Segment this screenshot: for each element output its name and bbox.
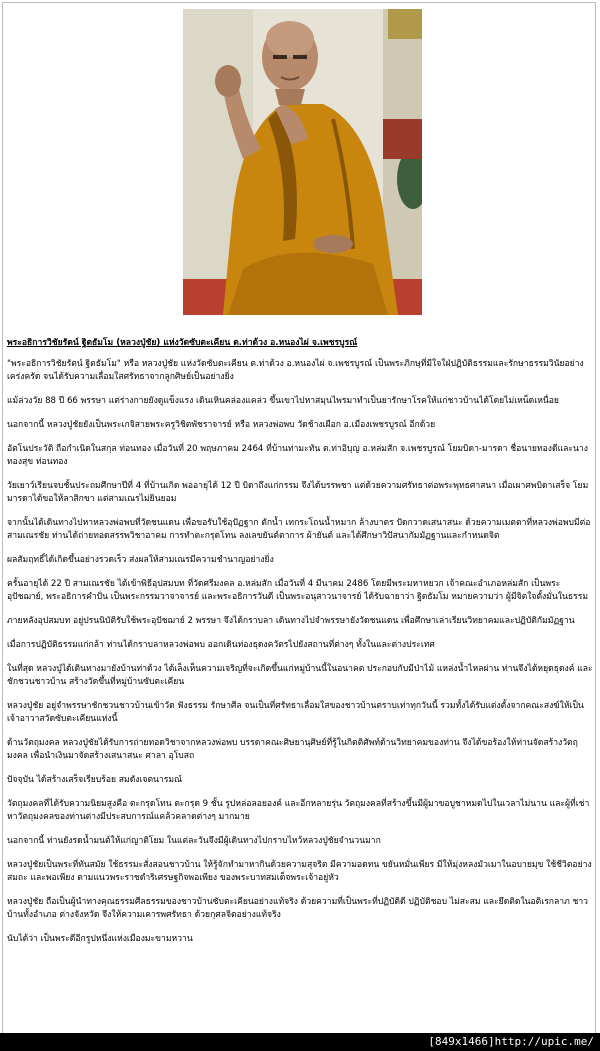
paragraph-7: ผลสัมฤทธิ์ได้เกิดขึ้นอย่างรวดเร็ว ส่งผลให้สามเณรมีความชำนาญอย่างยิ่ง	[7, 555, 274, 565]
photo-resting-hand	[313, 235, 353, 253]
photo-raised-hand	[215, 65, 241, 97]
paragraph-9: ภายหลังอุปสมบท อยู่ปรนนิบัติรับใช้พระอุปัชฌาย์ 2 พรรษา จึงได้กราบลา เดินทางไปจำพรรษายังวัดชนแดน เพื่อศึกษาเล่าเรียนวิทยาคมและปฏิบัติกัมมัฏฐาน	[7, 616, 575, 626]
photo-red-cushion	[383, 119, 422, 159]
image-host-footer	[0, 1033, 600, 1051]
paragraph-13: ด้านวัตถุมงคล หลวงปู่ชัยได้รับการถ่ายทอดวิชาจากหลวงพ่อพบ บรรดาคณะศิษยานุศิษย์ที่รู้ในกิตติศัพท์ด้านวิทยาคมของท่าน จึงได้ขอร้องให้ท่านจัดสร้างวัตถุมงคล เพื่อนำเงินมาจัดสร้างเสนาสนะ ศาลา อุโบสถ	[7, 738, 578, 761]
paragraph-4: อัตโนประวัติ ถือกำเนิดในสกุล ท่อนทอง เมื่อวันที่ 20 พฤษภาคม 2464 ที่บ้านท่ามะทัน ต.ท่าอิบุญ อ.หล่มสัก จ.เพชรบูรณ์ โยมบิดา-มารดา ชื่อนายทองดีและนางทองสุข ท่อนทอง	[7, 444, 588, 467]
paragraph-1: "พระอธิการวิชัยรัตน์ ฐิตธัมโม" หรือ หลวงปู่ชัย แห่งวัดซับตะเคียน ต.ท่าด้วง อ.หนองไผ่ จ.เพชรบูรณ์ เป็นพระภิกษุที่มีใจใฝ่ปฏิบัติธรรมและรักษาธรรมวินัยอย่างเคร่งครัด จนได้รับความเลื่อมใสศรัทธาจากลูกศิษย์เป็นอย่างยิ่ง	[7, 359, 584, 382]
paragraph-8: ครั้นอายุได้ 22 ปี สามเณรชัย ได้เข้าพิธีอุปสมบท ที่วัดศรีมงคล อ.หล่มสัก เมื่อวันที่ 4 มีนาคม 2486 โดยมีพระมหาหยวก เจ้าคณะอำเภอหล่มสัก เป็นพระอุปัชฌาย์, พระอธิการคำปั่น เป็นพระกรรมวาจาจารย์ และพระอธิการวันดี เป็นพระอนุสาวนาจารย์ ได้รับฉายาว่า ฐิตธัมโม หมายความว่า ผู้มีจิตใจตั้งมั่นในธรรม	[7, 579, 588, 602]
photo-forehead	[266, 21, 314, 57]
paragraph-10: เมื่อการปฏิบัติธรรมแก่กล้า ท่านได้กราบลาหลวงพ่อพบ ออกเดินท่องธุดงควัตรไปยังสถานที่ต่างๆ ทั้งในและต่างประเทศ	[7, 640, 435, 650]
article-title: พระอธิการวิชัยรัตน์ ฐิตธัมโม (หลวงปู่ชัย) แห่งวัดซับตะเคียน ต.ท่าด้วง อ.หนองไผ่ จ.เพชรบูรณ์	[7, 338, 358, 348]
photo-neck	[275, 89, 305, 105]
article-page	[2, 2, 596, 1047]
paragraph-18: หลวงปู่ชัย ถือเป็นผู้นำทางคุณธรรมศีลธรรมของชาวบ้านซับตะเคียนอย่างแท้จริง ด้วยความที่เป็นพระที่ปฏิบัติดี ปฏิบัติชอบ ไม่สะสม และยึดติดในอติเรกลาภ ชาวบ้านทั้งอำเภอ ต่างจังหวัด จึงให้ความเคารพศรัทธา ด้วยกุศลจิตอย่างแท้จริง	[7, 897, 588, 920]
paragraph-11: ในที่สุด หลวงปู่ได้เดินทางมายังบ้านท่าด้วง ได้เล็งเห็นความเจริญที่จะเกิดขึ้นแก่หมู่บ้านนี้ในอนาคต ประกอบกับมีป่าไม้ แหล่งน้ำไหลผ่าน ท่านจึงได้หยุดธุดงค์ และชักชวนชาวบ้าน สร้างวัดขึ้นที่หมู่บ้านซับตะเคียน	[7, 664, 593, 687]
photo-shrine-object	[388, 9, 422, 39]
paragraph-5: วัยเยาว์เรียนจบชั้นประถมศึกษาปีที่ 4 ที่บ้านเกิด พออายุได้ 12 ปี บิดาถึงแก่กรรม จึงได้บรรพชา แต่ด้วยความศรัทธาต่อพระพุทธศาสนา เมื่อเผาศพบิดาเสร็จ โยมมารดาได้ขอให้ลาสิกขา แต่สามเณรไม่ยินยอม	[7, 481, 589, 504]
paragraph-6: จากนั้นได้เดินทางไปหาหลวงพ่อพบที่วัดชนแดน เพื่อขอรับใช้อุปัฏฐาก ตักน้ำ เทกระโถนน้ำหมาก ล้างบาตร ปัดกวาดเสนาสนะ ด้วยความเมตตาที่หลวงพ่อพบมีต่อสามเณรชัย ท่านได้ถ่ายทอดสรรพวิชาอาคม การทำตะกรุดโทน ลงเลขยันต์ตาการ ผ้ายันต์ และได้ศึกษาวิปัสนากัมมัฏฐานและกำหนดจิต	[7, 518, 591, 541]
image-host-credit[interactable]: [849x1466]http://upic.me/	[428, 1035, 594, 1048]
paragraph-2: แม้ล่วงวัย 88 ปี 66 พรรษา แต่ร่างกายยังดูแข็งแรง เดินเหินคล่องแคล่ว ขึ้นเขาไปหาสมุนไพรมาทำเป็นยารักษาโรคให้แก่ชาวบ้านได้โดยไม่เหน็ดเหนื่อย	[7, 396, 559, 406]
paragraph-12: หลวงปู่ชัย อยู่จำพรรษาชักชวนชาวบ้านเข้าวัด ฟังธรรม รักษาศีล จนเป็นที่ศรัทธาเลื่อมใสของชาวบ้านตราบเท่าทุกวันนี้ รวมทั้งได้รับแต่งตั้งจากคณะสงฆ์ให้เป็นเจ้าอาวาสวัดซับตะเคียนแห่งนี้	[7, 701, 584, 724]
monk-photo-illustration	[183, 9, 422, 315]
paragraph-19: นับได้ว่า เป็นพระดีอีกรูปหนึ่งแห่งเมืองมะขามหวาน	[7, 934, 193, 944]
paragraph-3: นอกจากนี้ หลวงปู่ชัยยังเป็นพระเกจิสายพระครูวิชิตพัชราจารย์ หรือ หลวงพ่อพบ วัดช้างเผือก อ.เมืองเพชรบูรณ์ อีกด้วย	[7, 420, 436, 430]
paragraph-16: นอกจากนี้ ท่านยังรดน้ำมนต์ให้แก่ญาติโยม ในแต่ละวันจึงมีผู้เดินทางไปกราบไหว้หลวงปู่ชัยจำนวนมาก	[7, 836, 381, 846]
monk-photo	[183, 9, 422, 315]
paragraph-15: วัตถุมงคลที่ได้รับความนิยมสูงคือ ตะกรุดโทน ตะกรุด 9 ชั้น รูปหล่อลอยองค์ และอีกหลายรุ่น วัตถุมงคลที่สร้างขึ้นมีผู้มาขอบูชาหมดไปในเวลาไม่นาน และผู้ที่เช่าหาวัตถุมงคลของท่านต่างมีประสบการณ์แคล้วคลาดต่างๆ มากมาย	[7, 799, 590, 822]
photo-eyeglasses-left	[273, 55, 287, 59]
article-body	[7, 337, 593, 957]
paragraph-17: หลวงปู่ชัยเป็นพระที่ทันสมัย ใช้ธรรมะสั่งสอนชาวบ้าน ให้รู้จักทำมาหากินด้วยความสุจริต มีความอดทน ขยันหมั่นเพียร มีให้มุ่งหลงมัวเมาในอบายมุข ใช้ชีวิตอย่างสมถะ และพอเพียง ตามแนวพระราชดำริเศรษฐกิจพอเพียง ของพระบาทสมเด็จพระเจ้าอยู่หัว	[7, 860, 592, 883]
photo-eyeglasses-right	[293, 55, 307, 59]
paragraph-14: ปัจจุบัน ได้สร้างเสร็จเรียบร้อย สมดังเจตนารมณ์	[7, 775, 182, 785]
